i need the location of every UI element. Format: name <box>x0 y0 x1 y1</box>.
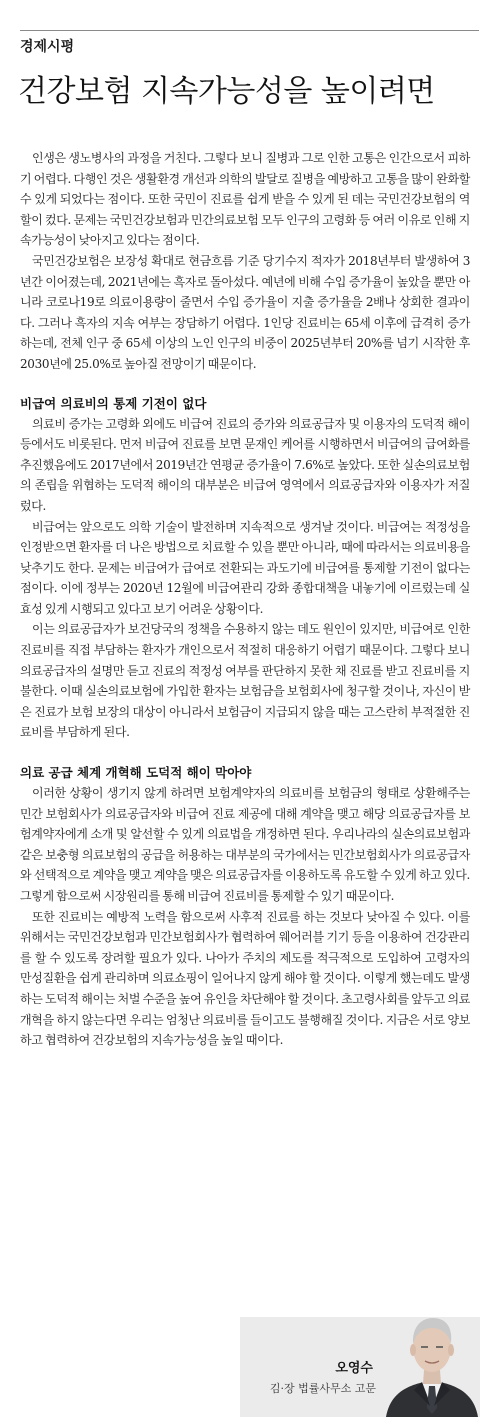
paragraph: 인생은 생노병사의 과정을 거친다. 그렇다 보니 질병과 그로 인한 고통은 인간으로서 피하기 어렵다. 다행인 것은 생활환경 개선과 의학의 발달로 질병을 예방하고 고통을 많이 완화할 수 있게 되었다는 점이다. 또한 국민이 진료를 쉽게 받을 수 있게 된 데는 국민건강보험의 역할이 컸다. 문제는 국민건강보험과 민간의료보험 모두 인구의 고령화 등 여러 이유로 인해 지속가능성이 낮아지고 있다는 점이다. <box>20 151 470 248</box>
article-headline: 건강보험 지속가능성을 높이려면 <box>18 74 435 109</box>
author-name: 오영수 <box>335 1361 373 1376</box>
author-title: 김·장 법률사무소 고문 <box>269 1382 376 1395</box>
paragraph: 비급여는 앞으로도 의학 기술이 발전하며 지속적으로 생겨날 것이다. 비급여는 적정성을 인정받으면 환자를 더 나은 방법으로 치료할 수 있을 뿐만 아니라, 때에 따라서는 의료비용을 낮추기도 한다. 문제는 비급여가 급여로 전환되는 과도기에 비급여를 통제할 기전이 없다는 점이다. 이에 정부는 2020년 12월에 비급여관리 강화 종합대책을 내놓기에 이르렀는데 실효성 있게 시행되고 있다고 보기 어려운 상황이다. <box>20 519 470 616</box>
paragraph: 이러한 상황이 생기지 않게 하려면 보험계약자의 의료비를 보험금의 형태로 상환해주는 민간 보험회사가 의료공급자와 비급여 진료 제공에 대해 계약을 맺고 해당 의료공급자를 보험계약자에게 소개 및 알선할 수 있게 의료법을 개정하면 된다. 우리나라의 실손의료보험과 같은 보충형 의료보험의 공급을 허용하는 대부분의 국가에서는 민간보험회사가 의료공급자와 선택적으로 계약을 맺고 계약을 맺은 의료공급자를 이용하도록 유도할 수 있게 하고 있다. 그렇게 함으로써 시장원리를 통해 비급여 진료비를 통제할 수 있기 때문이다. <box>20 786 470 903</box>
subheading: 의료 공급 체계 개혁해 도덕적 해이 막아야 <box>20 765 252 781</box>
paragraph: 또한 진료비는 예방적 노력을 함으로써 사후적 진료를 하는 것보다 낮아질 수 있다. 이를 위해서는 국민건강보험과 민간보험회사가 협력하여 웨어러블 기기 등을 이용하여 건강관리를 할 수 있도록 장려할 필요가 있다. 나아가 주치의 제도를 적극적으로 도입하여 고령자의 만성질환을 쉽게 관리하며 의료쇼핑이 일어나지 않게 해야 할 것이다. 이렇게 했는데도 발생하는 도덕적 해이는 처벌 수준을 높여 유인을 차단해야 할 것이다. 초고령사회를 앞두고 의료개혁을 하지 않는다면 우리는 엄청난 의료비를 들이고도 불행해질 것이다. 지금은 서로 양보하고 협력하여 건강보험의 지속가능성을 높일 때이다. <box>20 909 470 1048</box>
article-body <box>20 148 470 1051</box>
paragraph: 의료비 증가는 고령화 외에도 비급여 진료의 증가와 의료공급자 및 이용자의 도덕적 해이 등에서도 비롯된다. 먼저 비급여 진료를 보면 문재인 케어를 시행하면서 비급여의 급여화를 추진했음에도 2017년에서 2019년간 연평균 증가율이 7.6%로 높았다. 또한 실손의료보험의 존립을 위협하는 도덕적 해이의 대부분은 비급여 영역에서 의료공급자와 이용자가 저질렀다. <box>20 416 470 513</box>
top-rule <box>20 30 479 31</box>
section-label: 경제시평 <box>20 39 75 55</box>
paragraph: 국민건강보험은 보장성 확대로 현금흐름 기준 당기수지 적자가 2018년부터 발생하여 3년간 이어졌는데, 2021년에는 흑자로 돌아섰다. 예년에 비해 수입 증가율이 높았을 뿐만 아니라 코로나19로 의료이용량이 줄면서 수입 증가율이 지출 증가율을 2배나 상회한 결과이다. 그러나 흑자의 지속 여부는 장담하기 어렵다. 1인당 진료비는 65세 이후에 급격히 증가하는데, 전체 인구 중 65세 이상의 노인 인구의 비중이 2025년부터 20%를 넘기 시작한 후 2030년에 25.0%로 높아질 전망이기 때문이다. <box>20 253 470 371</box>
author-portrait <box>384 1310 480 1417</box>
paragraph: 이는 의료공급자가 보건당국의 정책을 수용하지 않는 데도 원인이 있지만, 비급여로 인한 진료비를 직접 부담하는 환자가 개인으로서 적절히 대응하기 어렵기 때문이다. 그렇다 보니 의료공급자의 설명만 듣고 진료의 적정성 여부를 판단하지 못한 채 진료를 받고 진료비를 지불한다. 이때 실손의료보험에 가입한 환자는 보험금을 보험회사에 청구할 것이나, 자신이 받은 진료가 보험 보장의 대상이 아니라서 보험금이 지급되지 않을 때는 고스란히 부적절한 진료비를 부담하게 된다. <box>20 622 470 740</box>
subheading: 비급여 의료비의 통제 기전이 없다 <box>20 395 207 411</box>
